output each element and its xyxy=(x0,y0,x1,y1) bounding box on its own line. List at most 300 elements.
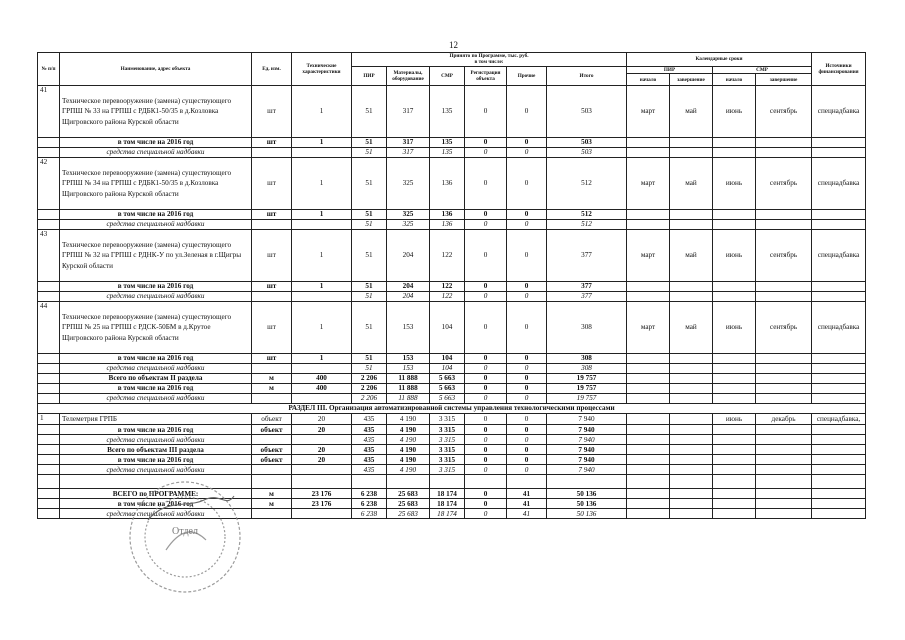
empty-cell xyxy=(670,138,713,148)
cell: 11 888 xyxy=(387,384,430,394)
empty-cell xyxy=(756,455,812,465)
cell: 1 xyxy=(292,86,352,138)
cell: 51 xyxy=(352,364,387,374)
empty-cell xyxy=(627,435,670,445)
cell: 503 xyxy=(547,138,627,148)
empty-cell xyxy=(670,425,713,435)
cell: март xyxy=(627,86,670,138)
empty-cell xyxy=(38,455,60,465)
empty-cell xyxy=(252,220,292,230)
empty-cell xyxy=(713,509,756,519)
cell: 0 xyxy=(465,384,507,394)
cell: июнь xyxy=(713,230,756,282)
special-label: средства специальной надбавки xyxy=(60,394,252,404)
col-other: Прочие xyxy=(507,66,547,85)
empty-cell xyxy=(670,499,713,509)
empty-cell xyxy=(670,354,713,364)
cell: май xyxy=(670,158,713,210)
empty-cell xyxy=(292,148,352,158)
empty-cell xyxy=(627,354,670,364)
cell: 0 xyxy=(507,210,547,220)
cell: март xyxy=(627,158,670,210)
col-cal-pir: ПИР xyxy=(627,66,713,73)
cell: 4 190 xyxy=(387,445,430,455)
empty-cell xyxy=(713,210,756,220)
cell: 11 888 xyxy=(387,394,430,404)
cell: 3 315 xyxy=(430,465,465,475)
empty-cell xyxy=(713,374,756,384)
cell: шт xyxy=(252,210,292,220)
empty-cell xyxy=(252,148,292,158)
cell: 25 683 xyxy=(387,509,430,519)
empty-cell xyxy=(38,499,60,509)
empty-cell xyxy=(38,394,60,404)
cell: шт xyxy=(252,230,292,282)
cell: 136 xyxy=(430,210,465,220)
empty-cell xyxy=(627,384,670,394)
empty-cell xyxy=(627,292,670,302)
year-label: в том числе на 2016 год xyxy=(60,138,252,148)
cell: 0 xyxy=(465,509,507,519)
year-row xyxy=(38,455,866,465)
cell: 512 xyxy=(547,220,627,230)
cell: 18 174 xyxy=(430,499,465,509)
col-start-2: начало xyxy=(713,74,756,86)
cell: 0 xyxy=(465,455,507,465)
cell: 5 663 xyxy=(430,394,465,404)
cell: март xyxy=(627,230,670,282)
cell: 6 238 xyxy=(352,499,387,509)
cell: 377 xyxy=(547,292,627,302)
total-label: ВСЕГО по ПРОГРАММЕ: xyxy=(60,489,252,499)
empty-cell xyxy=(756,445,812,455)
empty-cell xyxy=(465,475,507,489)
empty-cell xyxy=(670,374,713,384)
cell: 1 xyxy=(292,230,352,282)
cell: 0 xyxy=(465,210,507,220)
cell: 122 xyxy=(430,292,465,302)
empty-cell xyxy=(670,210,713,220)
table-row xyxy=(38,158,866,210)
cell: 20 xyxy=(292,413,352,425)
cell: 25 683 xyxy=(387,489,430,499)
cell: шт xyxy=(252,302,292,354)
cell: объект xyxy=(252,413,292,425)
empty-cell xyxy=(812,374,866,384)
empty-cell xyxy=(670,148,713,158)
cell: 204 xyxy=(387,292,430,302)
cell: 0 xyxy=(465,435,507,445)
cell: 0 xyxy=(465,489,507,499)
cell: 3 315 xyxy=(430,435,465,445)
empty-cell xyxy=(756,499,812,509)
object-name: Техническое перевооружение (замена) существующего ГРПШ № 33 на ГРПШ с РДБК1-50/35 в д.Козловка Щигровского района Курской области xyxy=(60,86,252,138)
empty-cell xyxy=(812,489,866,499)
year-label: в том числе на 2016 год xyxy=(60,282,252,292)
cell: 512 xyxy=(547,158,627,210)
cell: 503 xyxy=(547,148,627,158)
empty-cell xyxy=(756,282,812,292)
object-name: Телеметрия ГРПБ xyxy=(60,413,252,425)
cell: 400 xyxy=(292,374,352,384)
cell: 0 xyxy=(465,394,507,404)
empty-cell xyxy=(430,475,465,489)
empty-cell xyxy=(713,435,756,445)
empty-cell xyxy=(387,475,430,489)
cell: 20 xyxy=(292,425,352,435)
cell: 135 xyxy=(430,86,465,138)
empty-cell xyxy=(812,435,866,445)
cell: 435 xyxy=(352,425,387,435)
cell: 11 888 xyxy=(387,374,430,384)
empty-cell xyxy=(812,220,866,230)
total-label: Всего по объектам III раздела xyxy=(60,445,252,455)
cell: июнь xyxy=(713,158,756,210)
empty-cell xyxy=(627,364,670,374)
cell: 153 xyxy=(387,354,430,364)
cell: май xyxy=(670,230,713,282)
empty-cell xyxy=(812,455,866,465)
cell: 435 xyxy=(352,465,387,475)
cell: спецнадбавка xyxy=(812,230,866,282)
row-number: 41 xyxy=(38,86,60,138)
table-row xyxy=(38,413,866,425)
cell: м xyxy=(252,384,292,394)
empty-cell xyxy=(292,475,352,489)
cell: 51 xyxy=(352,148,387,158)
empty-cell xyxy=(292,292,352,302)
year-label: в том числе на 2016 год xyxy=(60,499,252,509)
cell: июнь xyxy=(713,413,756,425)
cell: 104 xyxy=(430,364,465,374)
cell: 7 940 xyxy=(547,465,627,475)
cell: 41 xyxy=(507,489,547,499)
cell: шт xyxy=(252,282,292,292)
cell: 435 xyxy=(352,435,387,445)
cell: 51 xyxy=(352,138,387,148)
empty-cell xyxy=(547,475,627,489)
empty-cell xyxy=(713,292,756,302)
cell: 1 xyxy=(292,158,352,210)
cell: 4 190 xyxy=(387,465,430,475)
empty-cell xyxy=(812,425,866,435)
empty-cell xyxy=(812,364,866,374)
empty-cell xyxy=(292,509,352,519)
signature xyxy=(148,496,234,520)
col-end: завершение xyxy=(670,74,713,86)
empty-cell xyxy=(252,475,292,489)
table-body xyxy=(38,86,866,519)
empty-cell xyxy=(756,354,812,364)
empty-cell xyxy=(627,445,670,455)
cell: шт xyxy=(252,158,292,210)
year-row xyxy=(38,138,866,148)
empty-cell xyxy=(756,210,812,220)
year-row xyxy=(38,210,866,220)
empty-cell xyxy=(38,282,60,292)
cell: 0 xyxy=(465,138,507,148)
cell: 23 176 xyxy=(292,499,352,509)
empty-cell xyxy=(627,138,670,148)
cell: 0 xyxy=(507,364,547,374)
cell: объект xyxy=(252,455,292,465)
cell: 104 xyxy=(430,354,465,364)
cell: 0 xyxy=(507,158,547,210)
cell: 0 xyxy=(507,148,547,158)
cell: 435 xyxy=(352,413,387,425)
total-row xyxy=(38,445,866,455)
cell: 0 xyxy=(465,413,507,425)
cell: сентябрь xyxy=(756,302,812,354)
empty-cell xyxy=(812,384,866,394)
empty-cell xyxy=(38,354,60,364)
cell: 0 xyxy=(465,220,507,230)
cell: 325 xyxy=(387,220,430,230)
cell: 0 xyxy=(507,384,547,394)
col-registration: Регистрация объекта xyxy=(465,66,507,85)
cell: 0 xyxy=(465,148,507,158)
cell: м xyxy=(252,499,292,509)
cell: 1 xyxy=(292,138,352,148)
cell: м xyxy=(252,374,292,384)
col-unit: Ед. изм. xyxy=(252,53,292,86)
total-row xyxy=(38,374,866,384)
empty-cell xyxy=(292,364,352,374)
cell: 153 xyxy=(387,302,430,354)
cell: 19 757 xyxy=(547,384,627,394)
cell: 325 xyxy=(387,158,430,210)
empty-cell xyxy=(670,465,713,475)
empty-cell xyxy=(670,435,713,445)
empty-cell xyxy=(292,220,352,230)
empty-cell xyxy=(812,210,866,220)
empty-cell xyxy=(627,489,670,499)
cell: 104 xyxy=(430,302,465,354)
cell: 19 757 xyxy=(547,374,627,384)
cell: июнь xyxy=(713,302,756,354)
empty-cell xyxy=(713,220,756,230)
cell: 135 xyxy=(430,148,465,158)
empty-cell xyxy=(713,455,756,465)
cell: 51 xyxy=(352,354,387,364)
empty-cell xyxy=(756,384,812,394)
cell: 1 xyxy=(292,210,352,220)
cell: май xyxy=(670,86,713,138)
empty-cell xyxy=(38,210,60,220)
cell: 0 xyxy=(507,292,547,302)
empty-cell xyxy=(713,425,756,435)
cell: 0 xyxy=(507,86,547,138)
cell: 50 136 xyxy=(547,509,627,519)
empty-cell xyxy=(670,455,713,465)
cell: 4 190 xyxy=(387,413,430,425)
cell xyxy=(627,413,670,425)
cell: 0 xyxy=(465,354,507,364)
cell: 0 xyxy=(507,445,547,455)
cell: 503 xyxy=(547,86,627,138)
cell: объект xyxy=(252,425,292,435)
empty-cell xyxy=(38,475,60,489)
empty-cell xyxy=(756,374,812,384)
cell: 19 757 xyxy=(547,394,627,404)
empty-cell xyxy=(252,465,292,475)
empty-cell xyxy=(713,445,756,455)
object-name: Техническое перевооружение (замена) существующего ГРПШ № 25 на ГРПШ с РДСК-50БМ в д.Крутое Щигровского района Курской области xyxy=(60,302,252,354)
cell: 7 940 xyxy=(547,425,627,435)
empty-cell xyxy=(812,354,866,364)
cell: 122 xyxy=(430,230,465,282)
col-smr: СМР xyxy=(430,66,465,85)
cell: 20 xyxy=(292,445,352,455)
row-number: 43 xyxy=(38,230,60,282)
row-number: 42 xyxy=(38,158,60,210)
empty-cell xyxy=(627,220,670,230)
cell: 0 xyxy=(465,282,507,292)
empty-cell xyxy=(756,364,812,374)
cell: 2 206 xyxy=(352,374,387,384)
cell: 0 xyxy=(507,354,547,364)
cell: 0 xyxy=(507,425,547,435)
empty-cell xyxy=(756,465,812,475)
empty-cell xyxy=(713,364,756,374)
empty-cell xyxy=(627,499,670,509)
empty-cell xyxy=(38,374,60,384)
cell: 18 174 xyxy=(430,489,465,499)
cell: 400 xyxy=(292,384,352,394)
empty-cell xyxy=(507,475,547,489)
empty-cell xyxy=(38,138,60,148)
empty-cell xyxy=(812,292,866,302)
object-name: Техническое перевооружение (замена) существующего ГРПШ № 32 на ГРПШ с РДНК-У по ул.Зеленая в г.Щигры Курской области xyxy=(60,230,252,282)
object-name: Техническое перевооружение (замена) существующего ГРПШ № 34 на ГРПШ с РДБК1-50/35 в д.Козловка Щигровского района Курской области xyxy=(60,158,252,210)
stamp-seal xyxy=(126,478,244,596)
cell: 0 xyxy=(465,445,507,455)
cell: сентябрь xyxy=(756,230,812,282)
col-num: № п/п xyxy=(38,53,60,86)
col-start: начало xyxy=(627,74,670,86)
empty-cell xyxy=(38,445,60,455)
empty-cell xyxy=(713,499,756,509)
empty-cell xyxy=(812,465,866,475)
cell: 51 xyxy=(352,282,387,292)
empty-cell xyxy=(292,394,352,404)
empty-cell xyxy=(627,374,670,384)
empty-cell xyxy=(670,282,713,292)
special-row xyxy=(38,220,866,230)
year-row xyxy=(38,354,866,364)
cell: объект xyxy=(252,445,292,455)
row-number: 44 xyxy=(38,302,60,354)
empty-cell xyxy=(38,292,60,302)
cell: май xyxy=(670,302,713,354)
cell: 512 xyxy=(547,210,627,220)
cell: 204 xyxy=(387,282,430,292)
year-label: в том числе на 2016 год xyxy=(60,425,252,435)
empty-cell xyxy=(812,499,866,509)
empty-cell xyxy=(713,394,756,404)
empty-cell xyxy=(38,435,60,445)
cell: 5 663 xyxy=(430,374,465,384)
cell: 7 940 xyxy=(547,435,627,445)
empty-cell xyxy=(756,475,812,489)
special-row xyxy=(38,364,866,374)
cell: 4 190 xyxy=(387,455,430,465)
empty-cell xyxy=(756,435,812,445)
cell: 0 xyxy=(507,302,547,354)
empty-cell xyxy=(627,475,670,489)
empty-cell xyxy=(627,455,670,465)
cell: 317 xyxy=(387,148,430,158)
cell: 6 238 xyxy=(352,509,387,519)
special-row xyxy=(38,148,866,158)
cell: 0 xyxy=(507,220,547,230)
cell: 308 xyxy=(547,354,627,364)
cell: сентябрь xyxy=(756,158,812,210)
empty-cell xyxy=(713,282,756,292)
cell: 41 xyxy=(507,509,547,519)
cell: 3 315 xyxy=(430,455,465,465)
cell: 435 xyxy=(352,445,387,455)
section-title-row xyxy=(38,404,866,414)
empty-cell xyxy=(812,445,866,455)
row-number: 1 xyxy=(38,413,60,425)
empty-cell xyxy=(812,394,866,404)
col-materials: Материалы, оборудование xyxy=(387,66,430,85)
cell: 0 xyxy=(465,86,507,138)
cell: 7 940 xyxy=(547,455,627,465)
cell: 0 xyxy=(507,413,547,425)
cell: шт xyxy=(252,86,292,138)
cell: 2 206 xyxy=(352,394,387,404)
cell: 51 xyxy=(352,292,387,302)
empty-cell xyxy=(713,354,756,364)
cell: 3 315 xyxy=(430,425,465,435)
year-label: в том числе на 2016 год xyxy=(60,354,252,364)
cell: 41 xyxy=(507,499,547,509)
cell: м xyxy=(252,489,292,499)
empty-cell xyxy=(627,394,670,404)
cell: спецнадбавка xyxy=(812,158,866,210)
empty-cell xyxy=(252,292,292,302)
col-name: Наименование, адрес объекта xyxy=(60,53,252,86)
cell: 4 190 xyxy=(387,435,430,445)
empty-cell xyxy=(670,384,713,394)
empty-cell xyxy=(627,210,670,220)
cell: 18 174 xyxy=(430,509,465,519)
col-total: Итого xyxy=(547,66,627,85)
empty-cell xyxy=(38,425,60,435)
empty-cell xyxy=(670,364,713,374)
empty-cell xyxy=(713,475,756,489)
special-label: средства специальной надбавки xyxy=(60,292,252,302)
empty-cell xyxy=(756,509,812,519)
year-label: в том числе на 2016 год xyxy=(60,455,252,465)
cell: 7 940 xyxy=(547,445,627,455)
cell: 435 xyxy=(352,455,387,465)
empty-cell xyxy=(713,489,756,499)
cell: 3 315 xyxy=(430,445,465,455)
empty-cell xyxy=(812,148,866,158)
cell: декабрь xyxy=(756,413,812,425)
year-label: в том числе на 2016 год xyxy=(60,210,252,220)
cell: 20 xyxy=(292,455,352,465)
cell: 0 xyxy=(465,292,507,302)
cell: 1 xyxy=(292,282,352,292)
empty-cell xyxy=(252,509,292,519)
empty-cell xyxy=(252,394,292,404)
empty-cell xyxy=(627,425,670,435)
special-row xyxy=(38,435,866,445)
